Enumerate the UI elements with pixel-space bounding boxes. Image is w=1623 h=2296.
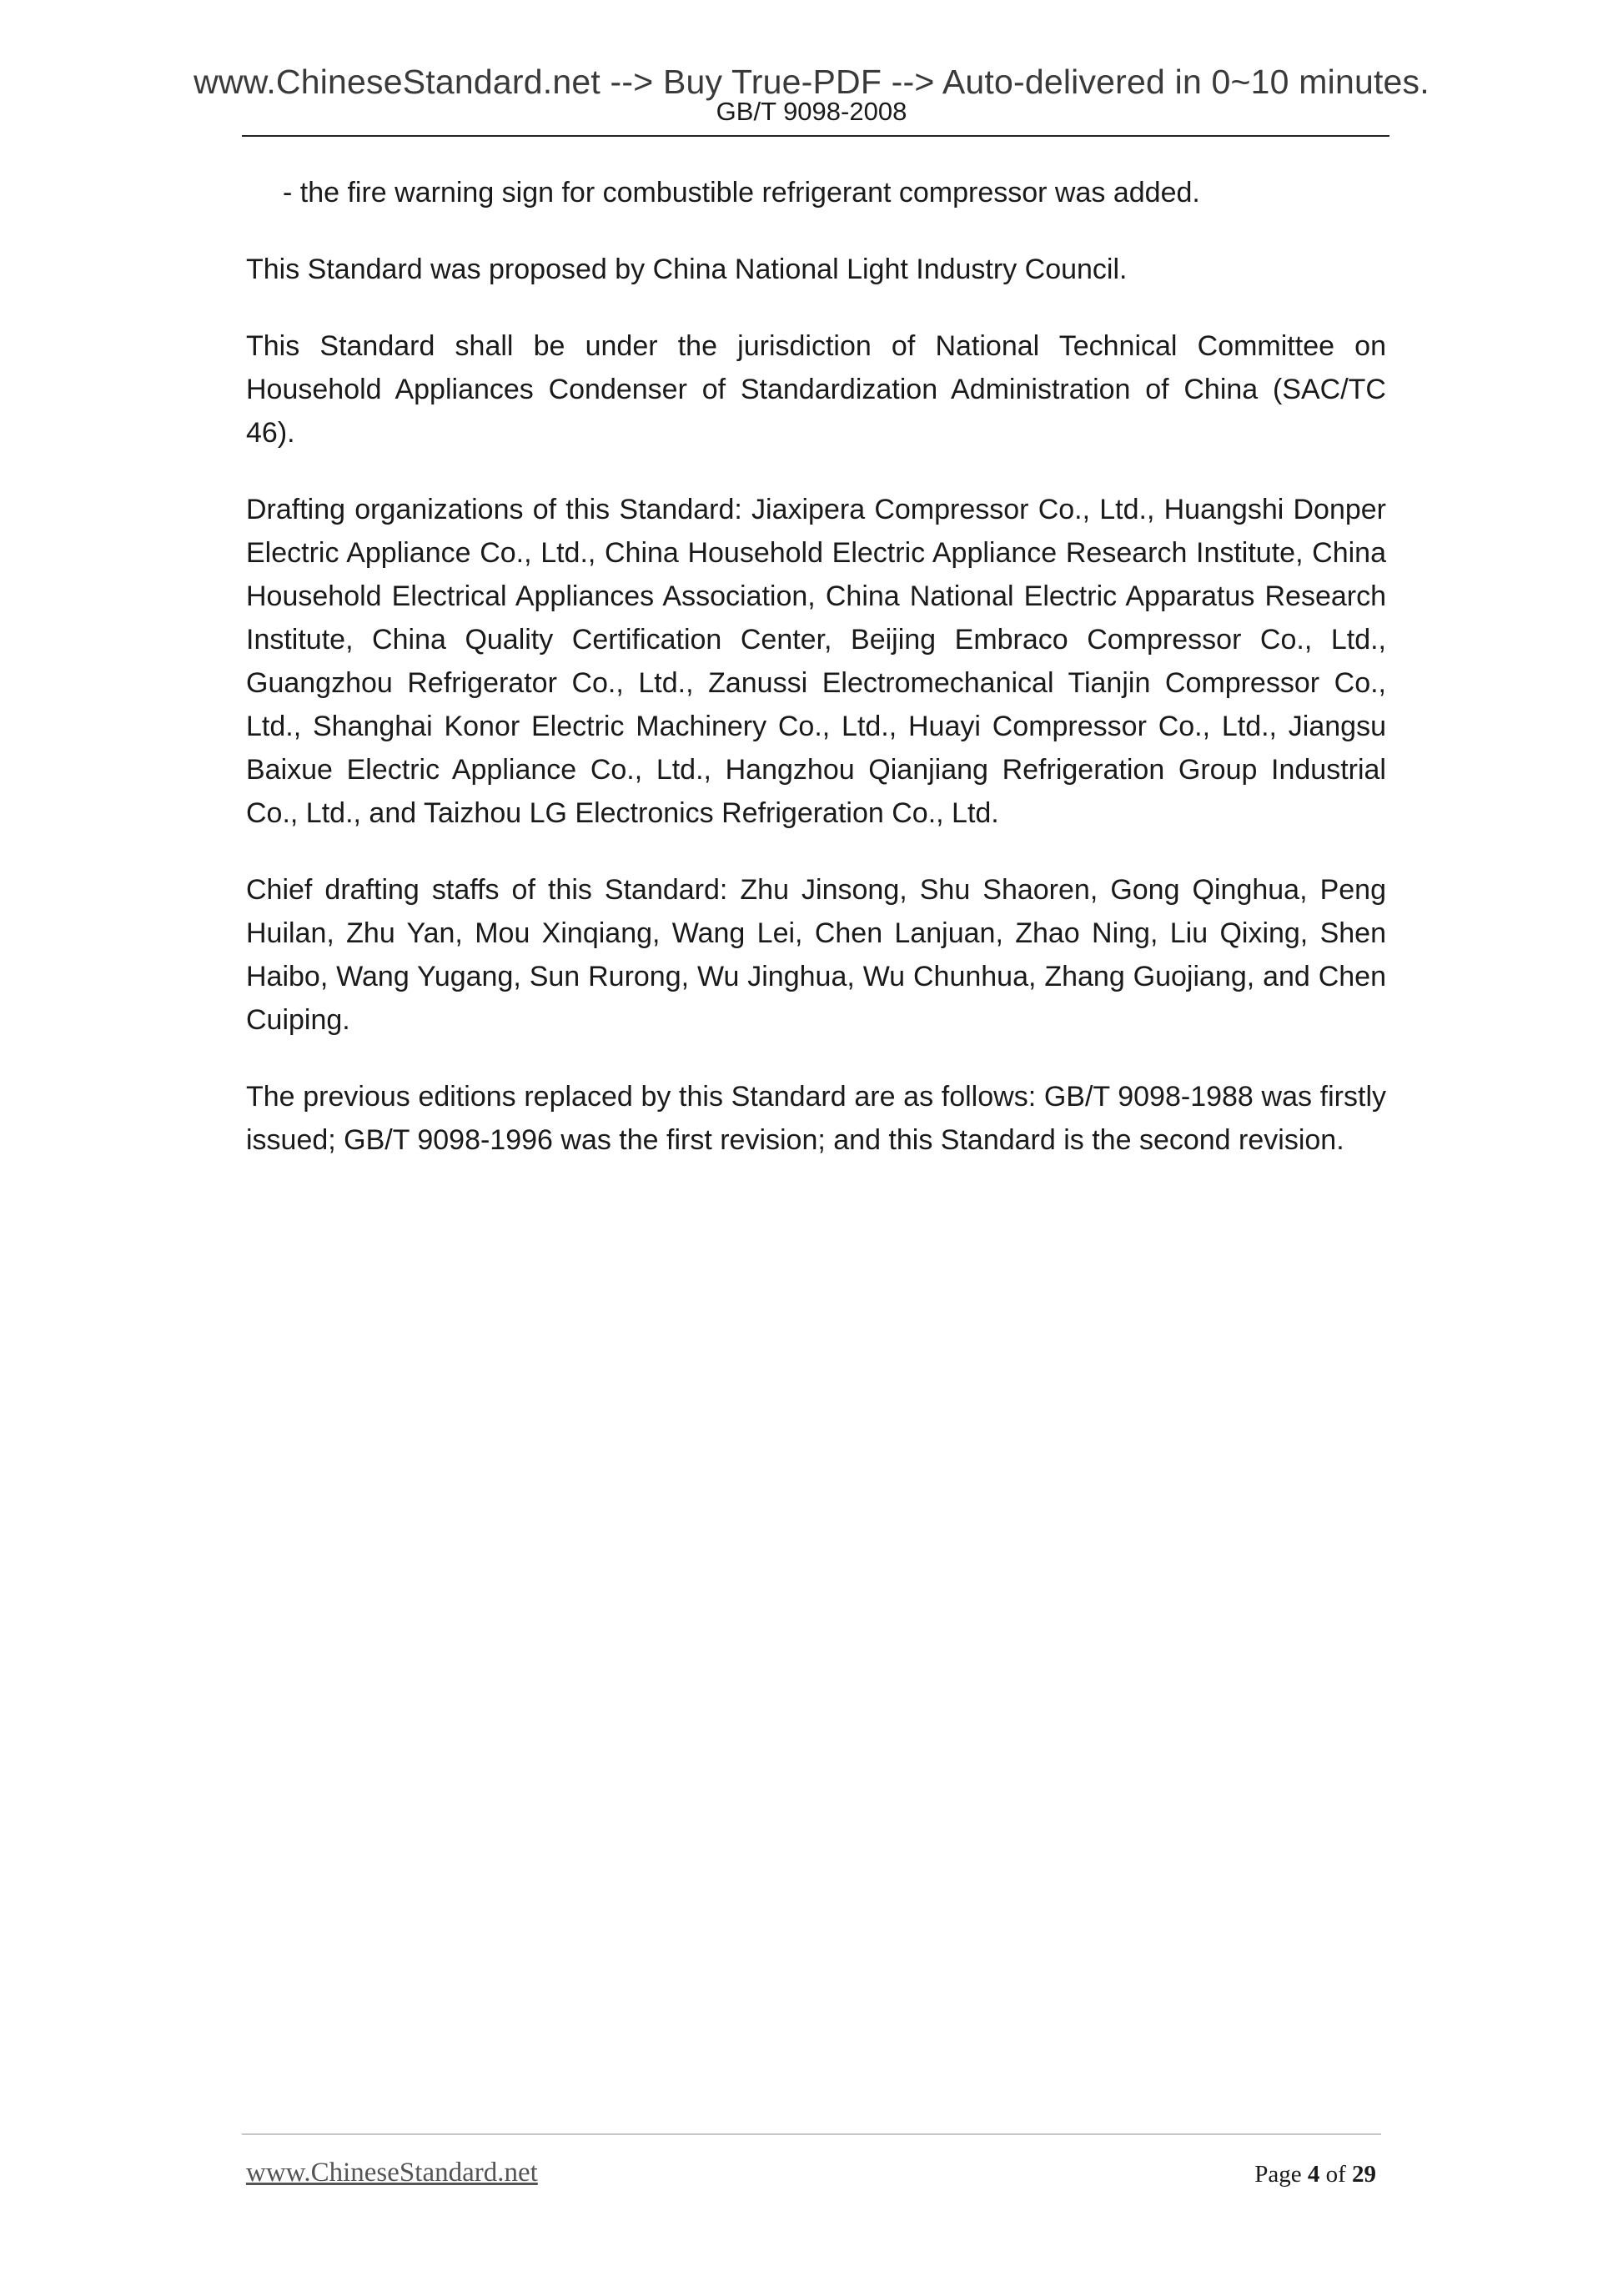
header-divider	[242, 135, 1389, 137]
footer-site-link[interactable]: www.ChineseStandard.net	[246, 2158, 538, 2188]
jurisdiction-paragraph: This Standard shall be under the jurisdiction of National Technical Committee on Household Appliances Condenser of Standardization Administration of China (SAC/TC 46).	[246, 330, 1386, 449]
footer-divider	[242, 2133, 1381, 2135]
page-total: 29	[1352, 2161, 1376, 2188]
page-current: 4	[1307, 2161, 1320, 2188]
site-banner[interactable]: www.ChineseStandard.net --> Buy True-PDF --> Auto-delivered in 0~10 minutes.	[193, 63, 1430, 101]
proposal-paragraph: This Standard was proposed by China National Light Industry Council.	[246, 254, 1128, 285]
drafting-staff-paragraph: Chief drafting staffs of this Standard: Zhu Jinsong, Shu Shaoren, Gong Qinghua, Peng Huilan, Zhu Yan, Mou Xinqiang, Wang Lei, Chen Lanjuan, Zhao Ning, Liu Qixing, Shen Haibo, Wang Yugang, Sun Rurong, Wu Jinghua, Wu Chunhua, Zhang Guojiang, and Chen Cuiping.	[246, 874, 1386, 1036]
drafting-organizations-paragraph: Drafting organizations of this Standard: Jiaxipera Compressor Co., Ltd., Huangshi Donper Electric Appliance Co., Ltd., China Household Electric Appliance Research Institute, China Household Electrical Appliances Association, China National Electric Apparatus Research Institute, China Quality Certification Center, Beijing Embraco Compressor Co., Ltd., Guangzhou Refrigerator Co., Ltd., Zanussi Electromechanical Tianjin Compressor Co., Ltd., Shanghai Konor Electric Machinery Co., Ltd., Huayi Compressor Co., Ltd., Jiangsu Baixue Electric Appliance Co., Ltd., Hangzhou Qianjiang Refrigeration Group Industrial Co., Ltd., and Taizhou LG Electronics Refrigeration Co., Ltd.	[246, 494, 1386, 829]
change-bullet-item: - the fire warning sign for combustible refrigerant compressor was added.	[283, 177, 1200, 208]
page-number	[1254, 2163, 1376, 2187]
page-prefix: Page	[1254, 2161, 1302, 2188]
previous-editions-paragraph: The previous editions replaced by this Standard are as follows: GB/T 9098-1988 was firstly issued; GB/T 9098-1996 was the first revision; and this Standard is the second revision.	[246, 1081, 1386, 1156]
page-of: of	[1325, 2161, 1346, 2188]
document-body	[246, 171, 1386, 1195]
document-code: GB/T 9098-2008	[716, 97, 907, 126]
